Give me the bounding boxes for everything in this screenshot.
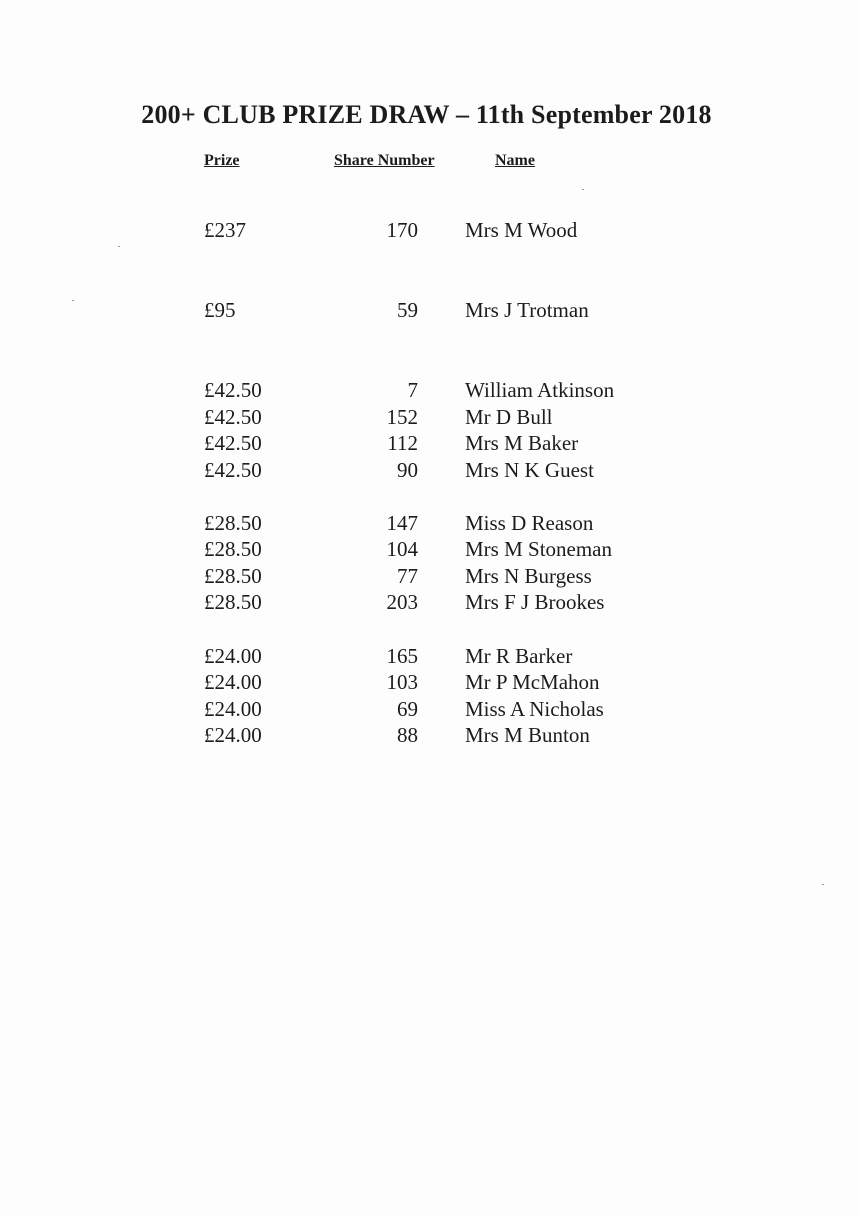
prize-cell: £28.50 [204, 564, 262, 588]
name-cell: William Atkinson [465, 378, 615, 402]
document-title: 200+ CLUB PRIZE DRAW – 11th September 2018 [141, 100, 712, 129]
name-cell: Mr D Bull [465, 405, 553, 429]
table-row [0, 405, 860, 432]
table-row [0, 564, 860, 591]
table-row [0, 511, 860, 538]
table-row [0, 458, 860, 485]
share-number-cell: 103 [386, 670, 418, 694]
prize-cell: £28.50 [204, 537, 262, 561]
table-row [0, 431, 860, 458]
name-cell: Mrs M Wood [465, 218, 578, 242]
prize-cell: £42.50 [204, 431, 262, 455]
name-cell: Mr R Barker [465, 644, 573, 668]
scan-speck [582, 189, 584, 190]
share-number-cell: 69 [397, 697, 418, 721]
table-row [0, 723, 860, 750]
prize-cell: £42.50 [204, 458, 262, 482]
column-header-share-number: Share Number [334, 152, 435, 169]
name-cell: Mrs F J Brookes [465, 590, 605, 614]
table-row [0, 644, 860, 671]
name-cell: Mrs J Trotman [465, 298, 589, 322]
name-cell: Mr P McMahon [465, 670, 600, 694]
scan-speck [822, 884, 824, 885]
name-cell: Mrs N K Guest [465, 458, 594, 482]
name-cell: Mrs N Burgess [465, 564, 592, 588]
prize-cell: £28.50 [204, 511, 262, 535]
share-number-cell: 90 [397, 458, 418, 482]
share-number-cell: 7 [407, 378, 418, 402]
name-cell: Mrs M Stoneman [465, 537, 612, 561]
name-cell: Miss A Nicholas [465, 697, 604, 721]
prize-cell: £28.50 [204, 590, 262, 614]
table-row [0, 298, 860, 325]
prize-cell: £42.50 [204, 378, 262, 402]
name-cell: Miss D Reason [465, 511, 594, 535]
share-number-cell: 77 [397, 564, 418, 588]
share-number-cell: 203 [386, 590, 418, 614]
prize-cell: £237 [204, 218, 246, 242]
share-number-cell: 104 [386, 537, 418, 561]
share-number-cell: 59 [397, 298, 418, 322]
table-row [0, 670, 860, 697]
table-row [0, 590, 860, 617]
name-cell: Mrs M Bunton [465, 723, 590, 747]
prize-cell: £42.50 [204, 405, 262, 429]
column-header-prize: Prize [204, 152, 240, 169]
column-header-name: Name [495, 152, 535, 169]
table-row [0, 537, 860, 564]
share-number-cell: 88 [397, 723, 418, 747]
share-number-cell: 170 [386, 218, 418, 242]
share-number-cell: 152 [386, 405, 418, 429]
prize-cell: £95 [204, 298, 236, 322]
share-number-cell: 112 [387, 431, 418, 455]
prize-cell: £24.00 [204, 670, 262, 694]
table-row [0, 378, 860, 405]
scan-speck [72, 300, 74, 301]
table-row [0, 218, 860, 245]
share-number-cell: 165 [386, 644, 418, 668]
share-number-cell: 147 [386, 511, 418, 535]
prize-cell: £24.00 [204, 697, 262, 721]
table-row [0, 697, 860, 724]
name-cell: Mrs M Baker [465, 431, 579, 455]
prize-cell: £24.00 [204, 723, 262, 747]
scan-speck [118, 246, 120, 247]
prize-cell: £24.00 [204, 644, 262, 668]
